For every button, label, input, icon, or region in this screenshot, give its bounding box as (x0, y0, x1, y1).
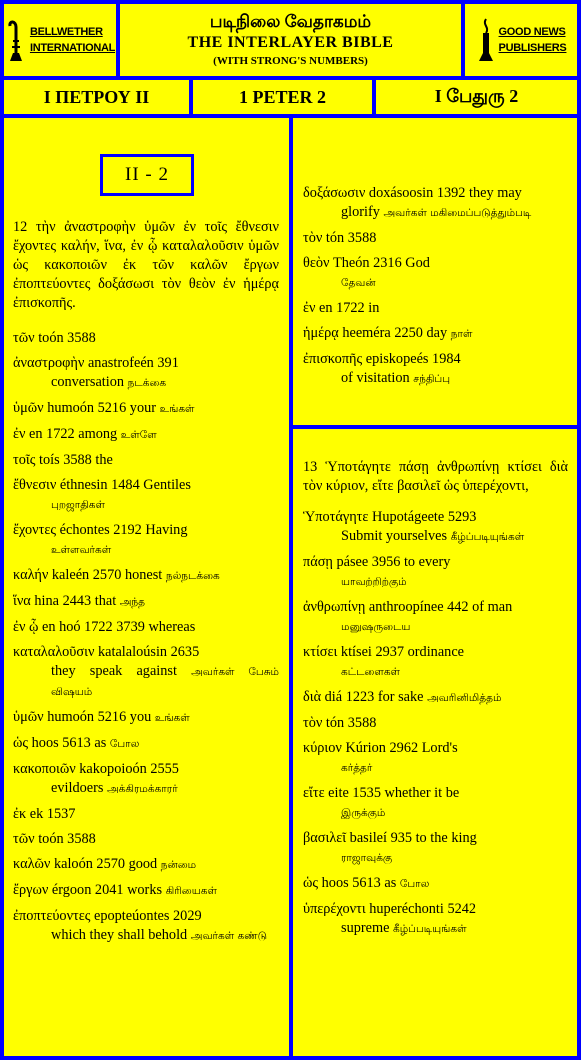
word-entry (303, 784, 568, 823)
entry-gloss (303, 803, 568, 823)
entry-gloss (13, 926, 279, 946)
word-entry (13, 476, 279, 515)
entry-line: τὸν tón 3588 (303, 230, 377, 246)
logo-line-2: INTERNATIONAL (29, 42, 116, 54)
entry-line: ἐπισκοπῆς episkopeés 1984 (303, 351, 461, 367)
logo-line-1: GOOD NEWS (498, 26, 566, 38)
word-entry (303, 299, 568, 318)
entry-gloss-english: conversation (51, 374, 125, 390)
logo-line-2: PUBLISHERS (498, 42, 567, 54)
entry-line: θεὸν Theón 2316 God (303, 255, 430, 271)
entry-gloss (303, 369, 568, 389)
word-entry (13, 643, 279, 702)
entry-line: ἡμέρᾳ heeméra 2250 day (303, 325, 448, 341)
logo-line-1: BELLWETHER (29, 26, 103, 38)
entry-line: εἴτε eite 1535 whether it be (303, 785, 460, 801)
entry-tamil: அவர்கள் பேசும் விஷயம் (51, 666, 279, 698)
word-entry (303, 229, 568, 248)
entry-tamil: கீழ்ப்படியுங்கள் (393, 923, 467, 935)
title-tamil: படிநிலை வேதாகமம் (209, 12, 372, 31)
word-entry (303, 688, 568, 708)
entry-gloss (303, 527, 568, 547)
entry-line: ἐκ ek 1537 (13, 806, 76, 822)
word-entry (13, 830, 279, 849)
entry-gloss-english: evildoers (51, 780, 104, 796)
entry-line: ἐν en 1722 among (13, 426, 118, 442)
word-entry (303, 254, 568, 293)
book-tamil (376, 80, 577, 114)
word-entry (303, 643, 568, 682)
entry-gloss-english: supreme (341, 920, 390, 936)
entry-gloss (13, 540, 279, 560)
entry-line: ἔργων érgoon 2041 works (13, 882, 163, 898)
bellwether-logo (4, 4, 116, 76)
entry-tamil: கிரியைகள் (165, 885, 217, 897)
entry-line: ὑπερέχοντι huperéchonti 5242 (303, 901, 477, 917)
word-entry (13, 592, 279, 612)
word-entry (303, 553, 568, 592)
entry-tamil: அவரினிமித்தம் (427, 692, 502, 704)
book-tamil-label: I பேதுரு 2 (434, 85, 519, 106)
entry-tamil: நாள் (450, 328, 473, 340)
chapter-label (100, 154, 194, 196)
right-top-entries (303, 184, 568, 389)
entry-line: ἐποπτεύοντες epopteúontes 2029 (13, 908, 202, 924)
entry-line: τοῖς toís 3588 the (13, 452, 113, 468)
word-entry (303, 184, 568, 223)
entry-gloss-english: they speak against (51, 663, 177, 679)
entry-tamil: இருக்கும் (341, 807, 386, 819)
header-title (120, 4, 461, 76)
entry-gloss (13, 779, 279, 799)
entry-line: καλήν kaleén 2570 honest (13, 567, 163, 583)
left-content (13, 218, 279, 952)
word-entry (13, 521, 279, 560)
entry-gloss-english: Submit yourselves (341, 528, 448, 544)
word-entry (13, 354, 279, 393)
word-entry (13, 451, 279, 470)
entry-gloss (303, 848, 568, 868)
entry-line: κακοποιῶν kakopoioón 2555 (13, 761, 179, 777)
entry-line: ἐν en 1722 in (303, 300, 380, 316)
entry-tamil: சந்திப்பு (413, 373, 451, 385)
entry-line: ἀνθρωπίνῃ anthroopínee 442 of man (303, 599, 513, 615)
entry-gloss (303, 758, 568, 778)
word-entry (13, 760, 279, 799)
entry-line: διὰ diá 1223 for sake (303, 689, 424, 705)
entry-line: ἔθνεσιν éthnesin 1484 Gentiles (13, 477, 191, 493)
word-entry (13, 907, 279, 946)
entry-line: καλῶν kaloón 2570 good (13, 856, 158, 872)
entry-gloss (303, 273, 568, 293)
right-top-content (303, 184, 568, 395)
entry-line: ὡς hoos 5613 as (13, 735, 107, 751)
entry-gloss (303, 572, 568, 592)
entry-line: ἔχοντες échontes 2192 Having (13, 522, 188, 538)
entry-line: ὑμῶν humoón 5216 your (13, 400, 157, 416)
book-english-label: 1 PETER 2 (238, 86, 326, 107)
entry-gloss (303, 617, 568, 637)
entry-tamil: நடக்கை (127, 377, 167, 389)
word-entry (303, 324, 568, 344)
word-entry (13, 329, 279, 348)
word-entry (303, 829, 568, 868)
word-entry (303, 598, 568, 637)
entry-tamil: புறஜாதிகள் (51, 499, 105, 511)
entry-tamil: மனுஷருடைய (341, 621, 411, 633)
entry-gloss (303, 662, 568, 682)
left-entries (13, 329, 279, 946)
entry-tamil: அக்கிரமக்காரர் (106, 783, 178, 795)
book-greek-label: I ΠΕΤΡΟΥ II (43, 86, 150, 107)
entry-tamil: உங்கள் (159, 403, 195, 415)
word-entry (13, 708, 279, 728)
entry-tamil: உள்ளவர்கள் (51, 544, 112, 556)
entry-tamil: ராஜாவுக்கு (341, 852, 393, 864)
entry-line: τῶν toón 3588 (13, 330, 96, 346)
entry-gloss (13, 373, 279, 393)
entry-tamil: யாவற்றிற்கும் (341, 576, 407, 588)
entry-line: δοξάσωσιν doxásoosin 1392 they may (303, 185, 522, 201)
entry-tamil: அந்த (119, 596, 145, 608)
entry-line: καταλαλοῦσιν katalaloúsin 2635 (13, 644, 200, 660)
word-entry (303, 350, 568, 389)
shepherd-staff-icon (5, 17, 27, 63)
entry-gloss (13, 495, 279, 515)
entry-gloss (303, 203, 568, 223)
entry-line: κτίσει ktísei 2937 ordinance (303, 644, 465, 660)
entry-gloss (13, 662, 279, 702)
entry-tamil: நன்மை (160, 859, 197, 871)
entry-line: τὸν tón 3588 (303, 715, 377, 731)
entry-gloss-english: glorify (341, 204, 380, 220)
entry-line: ἐν ᾧ en hoó 1722 3739 whereas (13, 619, 196, 635)
entry-line: ὡς hoos 5613 as (303, 875, 397, 891)
word-entry (13, 566, 279, 586)
right-bottom-entries (303, 508, 568, 939)
entry-line: ἵνα hina 2443 that (13, 593, 117, 609)
entry-tamil: போல (109, 738, 140, 750)
entry-tamil: நல்நடக்கை (165, 570, 220, 582)
word-entry (13, 425, 279, 445)
word-entry (303, 739, 568, 778)
word-entry (13, 805, 279, 824)
entry-line: κύριον Kúrion 2962 Lord's (303, 740, 458, 756)
entry-tamil: உள்ளே (120, 429, 157, 441)
word-entry (303, 714, 568, 733)
good-news-logo (465, 4, 577, 76)
entry-tamil: உங்கள் (154, 712, 190, 724)
word-entry (303, 900, 568, 939)
entry-line: ὑμῶν humoón 5216 you (13, 709, 152, 725)
entry-tamil: கட்டளைகள் (341, 666, 401, 678)
entry-tamil: அவர்கள் கண்டு (190, 930, 267, 942)
entry-gloss (303, 919, 568, 939)
word-entry (13, 618, 279, 637)
entry-tamil: கர்த்தர் (341, 762, 373, 774)
word-entry (13, 881, 279, 901)
entry-tamil: கீழ்ப்படியுங்கள் (450, 531, 525, 543)
book-greek (4, 80, 189, 114)
entry-tamil: அவர்கள் மகிமைப்படுத்தும்படி (383, 207, 532, 219)
entry-line: Ὑποτάγητε Hupotágeete 5293 (303, 509, 477, 525)
word-entry (13, 855, 279, 875)
word-entry (303, 508, 568, 547)
verse-13-text: 13 Ὑποτάγητε πάσῃ ἀνθρωπίνῃ κτίσει διὰ τὸν κύριον, εἴτε βασιλεῖ ὡς ὑπερέχοντι, (303, 459, 568, 494)
entry-line: ἀναστροφὴν anastrofeén 391 (13, 355, 179, 371)
entry-line: βασιλεῖ basileí 935 to the king (303, 830, 477, 846)
subtitle: (WITH STRONG'S NUMBERS) (213, 55, 368, 67)
entry-line: τῶν toón 3588 (13, 831, 96, 847)
right-bottom-content (303, 458, 568, 945)
entry-tamil: போல (399, 878, 430, 890)
title-english: THE INTERLAYER BIBLE (187, 34, 394, 51)
chapter-label-text: II - 2 (125, 164, 169, 185)
entry-gloss-english: of visitation (341, 370, 410, 386)
verse-12-text: 12 τὴν ἀναστροφὴν ὑμῶν ἐν τοῖς ἔθνεσιν ἔχοντες καλήν, ἵνα, ἐν ᾧ καταλαλοῦσιν ὑμῶν ὡς κακοποιῶν ἐκ τῶν καλῶν ἔργων ἐποπτεύοντες δοξάσωσι τὸν θεὸν ἐν ἡμέρᾳ ἐπισκοπῆς. (13, 219, 279, 311)
book-english (193, 80, 372, 114)
entry-gloss-english: which they shall behold (51, 927, 188, 943)
entry-tamil: தேவன் (341, 277, 376, 289)
word-entry (13, 399, 279, 419)
entry-line: πάσῃ pásee 3956 to every (303, 554, 451, 570)
word-entry (13, 734, 279, 754)
word-entry (303, 874, 568, 894)
lamp-icon (476, 17, 496, 63)
